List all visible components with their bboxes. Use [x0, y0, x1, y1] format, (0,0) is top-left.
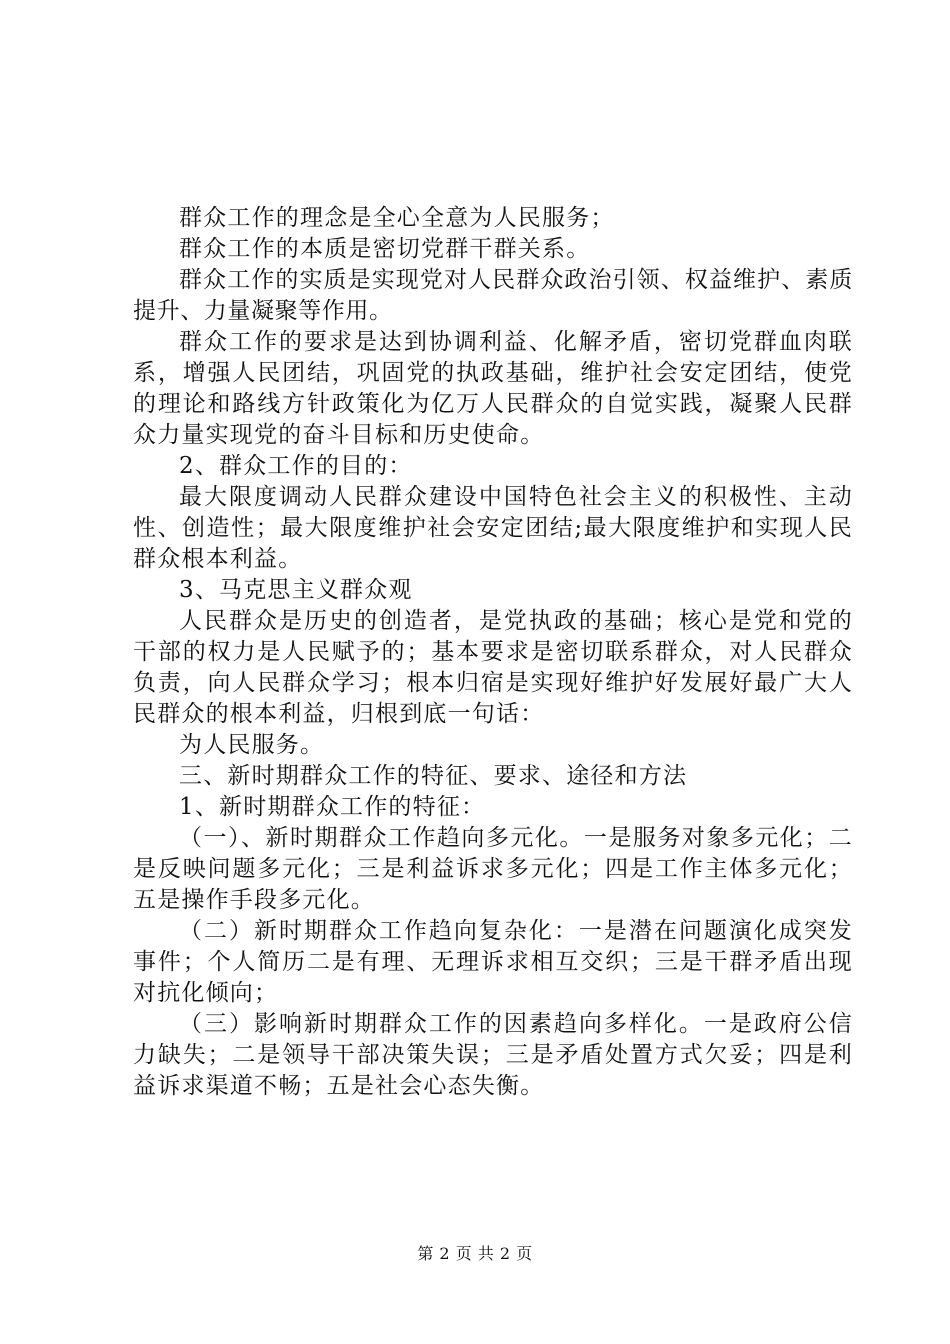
- paragraph-concept: 群众工作的理念是全心全意为人民服务；: [179, 205, 615, 231]
- paragraph-purpose: 最大限度调动人民群众建设中国特色社会主义的积极性、主动性、创造性；最大限度维护社会安定团结;最大限度维护和实现人民群众根本利益。: [133, 484, 853, 572]
- heading-purpose: 2、群众工作的目的：: [179, 453, 413, 479]
- paragraph-essence: 群众工作的本质是密切党群干群关系。: [179, 236, 591, 262]
- paragraph-diversification: （一）、新时期群众工作趋向多元化。一是服务对象多元化；二是反映问题多元化；三是利益诉求多元化；四是工作主体多元化；五是操作手段多元化。: [133, 825, 853, 913]
- paragraph-factors: （三）影响新时期群众工作的因素趋向多样化。一是政府公信力缺失；二是领导干部决策失误；三是矛盾处置方式欠妥；四是利益诉求渠道不畅；五是社会心态失衡。: [133, 1011, 853, 1099]
- paragraph-complexity: （二）新时期群众工作趋向复杂化：一是潜在问题演化成突发事件；个人简历二是有理、无理诉求相互交织；三是干群矛盾出现对抗化倾向；: [133, 918, 853, 1006]
- page-footer: 第 2 页 共 2 页: [417, 1244, 533, 1263]
- paragraph-substance: 群众工作的实质是实现党对人民群众政治引领、权益维护、素质提升、力量凝聚等作用。: [133, 267, 853, 324]
- heading-characteristics: 1、新时期群众工作的特征：: [179, 794, 486, 820]
- heading-marxist-view: 3、马克思主义群众观: [179, 577, 413, 603]
- document-body: [133, 203, 853, 1102]
- paragraph-serve-people: 为人民服务。: [179, 732, 325, 758]
- heading-section-three: 三、新时期群众工作的特征、要求、途径和方法: [179, 763, 688, 789]
- paragraph-requirements: 群众工作的要求是达到协调利益、化解矛盾，密切党群血肉联系，增强人民团结，巩固党的执政基础，维护社会安定团结，使党的理论和路线方针政策化为亿万人民群众的自觉实践，凝聚人民群众力量实现党的奋斗目标和历史使命。: [133, 329, 853, 448]
- paragraph-marxist-view: 人民群众是历史的创造者，是党执政的基础；核心是党和党的干部的权力是人民赋予的；基本要求是密切联系群众，对人民群众负责，向人民群众学习；根本归宿是实现好维护好发展好最广大人民群众的根本利益，归根到底一句话：: [133, 608, 853, 727]
